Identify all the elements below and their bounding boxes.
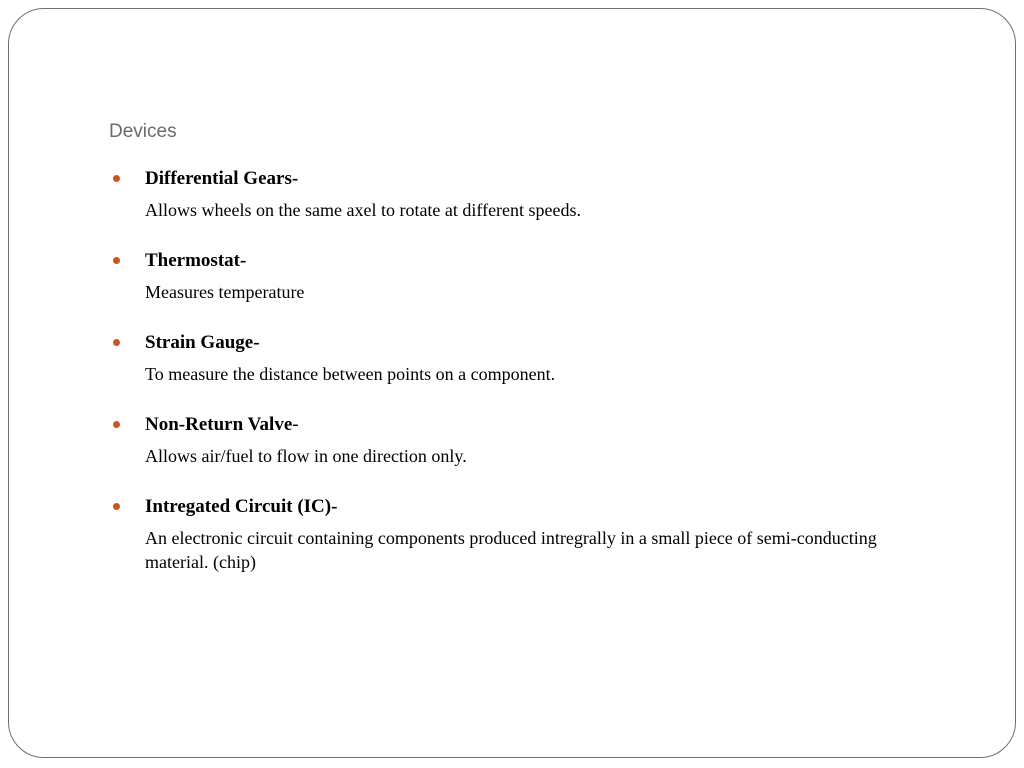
item-dash: - — [292, 414, 299, 435]
item-heading — [145, 412, 912, 438]
bullet-icon — [113, 421, 120, 428]
slide-frame — [8, 8, 1016, 758]
item-dash: - — [253, 332, 260, 353]
item-description: Measures temperature — [145, 282, 305, 302]
list-item — [112, 412, 912, 468]
item-heading — [145, 248, 912, 274]
list-item — [112, 166, 912, 222]
item-heading — [145, 494, 912, 520]
list-item — [112, 494, 912, 574]
item-dash: - — [331, 496, 338, 517]
item-description: An electronic circuit containing components produced intregrally in a small piece of semi-conducting material. (chip) — [145, 528, 877, 572]
bullet-icon — [113, 339, 120, 346]
device-list — [112, 166, 912, 600]
item-term: Thermostat — [145, 250, 240, 271]
bullet-icon — [113, 257, 120, 264]
list-item — [112, 330, 912, 386]
item-description: Allows wheels on the same axel to rotate at different speeds. — [145, 200, 582, 220]
item-heading — [145, 330, 912, 356]
list-item — [112, 248, 912, 304]
item-term: Intregated Circuit (IC) — [145, 496, 332, 517]
bullet-icon — [113, 175, 120, 182]
item-description: To measure the distance between points on a component. — [145, 364, 556, 384]
item-term: Non-Return Valve — [145, 414, 293, 435]
bullet-icon — [113, 503, 120, 510]
item-dash: - — [291, 168, 299, 189]
item-heading — [145, 166, 912, 192]
item-dash: - — [239, 250, 247, 271]
item-description: Allows air/fuel to flow in one direction only. — [145, 446, 467, 466]
item-term: Differential Gears — [145, 168, 292, 189]
item-term: Strain Gauge — [145, 332, 254, 353]
slide-title: Devices — [109, 121, 177, 142]
